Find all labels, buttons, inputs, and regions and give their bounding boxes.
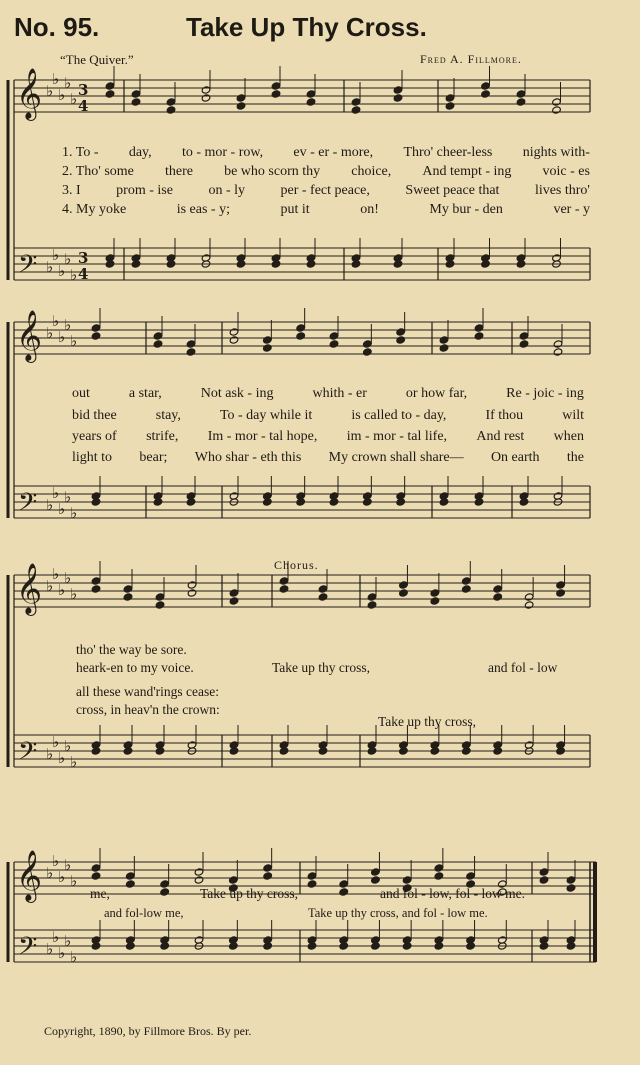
- note-head: [123, 593, 133, 601]
- verse-line-3c: all these wand'rings cease:: [76, 684, 220, 699]
- note-head: [445, 102, 455, 110]
- note-head: [393, 94, 403, 102]
- note-head: [329, 332, 339, 340]
- note-head: [263, 864, 273, 872]
- note-head: [279, 585, 289, 593]
- note-head: [271, 90, 281, 98]
- note-head: [201, 86, 211, 94]
- note-head: [279, 577, 289, 585]
- flat-sign: ♭: [70, 332, 78, 350]
- chorus-lyric-me: me,: [90, 886, 110, 901]
- chorus-lyric-take-up: Take up thy cross,: [200, 886, 299, 901]
- flat-sign: ♭: [64, 74, 72, 92]
- flat-sign: ♭: [52, 70, 60, 88]
- note-head: [363, 348, 373, 356]
- tune-name: “The Quiver.”: [60, 52, 134, 67]
- note-head: [229, 589, 239, 597]
- note-head: [351, 98, 361, 106]
- note-head: [318, 593, 328, 601]
- flat-sign: ♭: [46, 324, 54, 342]
- treble-clef: 𝄞: [16, 563, 43, 614]
- time-signature: 4: [78, 97, 89, 115]
- note-head: [493, 593, 503, 601]
- note-head: [481, 90, 491, 98]
- note-head: [131, 90, 141, 98]
- note-head: [306, 90, 316, 98]
- verse-line-2c-a: heark-en to my voice.: [76, 660, 194, 675]
- note-head: [263, 872, 273, 880]
- flat-sign: ♭: [52, 246, 60, 264]
- verse-line-4b: light to bear; Who shar - eth this My crown shall share— On earth the: [72, 450, 584, 465]
- note-head: [91, 585, 101, 593]
- note-head: [430, 589, 440, 597]
- note-head: [516, 90, 526, 98]
- flat-sign: ♭: [46, 82, 54, 100]
- note-head: [123, 585, 133, 593]
- note-head: [519, 332, 529, 340]
- note-head: [445, 94, 455, 102]
- note-head: [194, 868, 204, 876]
- bass-lyric-follow-me: and fol-low me,: [104, 906, 184, 920]
- note-head: [474, 324, 484, 332]
- note-head: [155, 593, 165, 601]
- note-head: [462, 577, 472, 585]
- verse-line-2c-c: and fol - low: [488, 660, 558, 675]
- note-head: [91, 577, 101, 585]
- note-head: [126, 872, 136, 880]
- note-head: [160, 888, 170, 896]
- note-head: [371, 876, 381, 884]
- note-head: [153, 340, 163, 348]
- bass-lyric-take-up: Take up thy cross, and fol - low me.: [308, 906, 488, 920]
- hymn-title: Take Up Thy Cross.: [186, 12, 427, 42]
- note-head: [396, 328, 406, 336]
- note-head: [160, 880, 170, 888]
- note-head: [229, 597, 239, 605]
- flat-sign: ♭: [46, 258, 54, 276]
- note-head: [201, 94, 211, 102]
- time-signature: 4: [78, 265, 89, 283]
- note-head: [307, 872, 317, 880]
- note-head: [187, 589, 197, 597]
- note-head: [363, 340, 373, 348]
- note-head: [367, 601, 377, 609]
- flat-sign: ♭: [52, 484, 60, 502]
- note-head: [105, 82, 115, 90]
- flat-sign: ♭: [70, 90, 78, 108]
- note-head: [430, 597, 440, 605]
- flat-sign: ♭: [46, 745, 54, 763]
- note-head: [399, 589, 409, 597]
- flat-sign: ♭: [64, 316, 72, 334]
- verse-line-2b: bid thee stay, To - day while it is called to - day, If thou wilt: [72, 408, 584, 423]
- treble-clef: 𝄞: [16, 310, 43, 361]
- flat-sign: ♭: [64, 737, 72, 755]
- chorus-label: Chorus.: [274, 558, 319, 572]
- flat-sign: ♭: [52, 852, 60, 870]
- note-head: [371, 868, 381, 876]
- bass-echo-lyric: Take up thy cross,: [378, 714, 477, 729]
- flat-sign: ♭: [58, 581, 66, 599]
- flat-sign: ♭: [58, 749, 66, 767]
- verse-line-2: 2. Tho' some there be who scorn thy choice, And tempt - ing voic - es: [62, 164, 590, 179]
- flat-sign: ♭: [70, 266, 78, 284]
- flat-sign: ♭: [64, 932, 72, 950]
- note-head: [524, 593, 534, 601]
- verse-line-1b: out a star, Not ask - ing whith - er or how far, Re - joic - ing: [72, 386, 584, 401]
- note-head: [126, 880, 136, 888]
- hymn-number: No. 95.: [14, 12, 100, 42]
- note-head: [516, 98, 526, 106]
- flat-sign: ♭: [58, 868, 66, 886]
- flat-sign: ♭: [70, 504, 78, 522]
- note-head: [553, 340, 563, 348]
- note-head: [263, 344, 273, 352]
- treble-clef: 𝄞: [16, 68, 43, 119]
- copyright-notice: Copyright, 1890, by Fillmore Bros. By per.: [44, 1024, 252, 1038]
- flat-sign: ♭: [58, 944, 66, 962]
- verse-line-3: 3. I prom - ise on - ly per - fect peace, Sweet peace that lives thro': [62, 183, 590, 198]
- note-head: [439, 344, 449, 352]
- note-head: [194, 876, 204, 884]
- time-signature: 3: [78, 81, 89, 99]
- note-head: [434, 864, 444, 872]
- note-head: [329, 340, 339, 348]
- flat-sign: ♭: [46, 864, 54, 882]
- note-head: [396, 336, 406, 344]
- note-head: [399, 581, 409, 589]
- note-head: [439, 336, 449, 344]
- note-head: [462, 585, 472, 593]
- flat-sign: ♭: [58, 328, 66, 346]
- note-head: [402, 876, 412, 884]
- flat-sign: ♭: [70, 948, 78, 966]
- note-head: [296, 332, 306, 340]
- note-head: [539, 876, 549, 884]
- note-head: [236, 94, 246, 102]
- note-head: [153, 332, 163, 340]
- note-head: [187, 581, 197, 589]
- note-head: [186, 340, 196, 348]
- note-head: [367, 593, 377, 601]
- bass-clef: 𝄢: [18, 250, 38, 285]
- note-head: [306, 98, 316, 106]
- note-head: [236, 102, 246, 110]
- note-head: [186, 348, 196, 356]
- flat-sign: ♭: [64, 856, 72, 874]
- note-head: [166, 98, 176, 106]
- note-head: [229, 328, 239, 336]
- note-head: [566, 876, 576, 884]
- note-head: [166, 106, 176, 114]
- flat-sign: ♭: [52, 928, 60, 946]
- note-head: [271, 82, 281, 90]
- verse-line-4: 4. My yoke is eas - y; put it on! My bur - den ver - y: [62, 202, 590, 217]
- flat-sign: ♭: [58, 262, 66, 280]
- note-head: [263, 336, 273, 344]
- note-head: [131, 98, 141, 106]
- note-head: [339, 880, 349, 888]
- flat-sign: ♭: [46, 496, 54, 514]
- composer-credit: Fred A. Fillmore.: [420, 52, 522, 66]
- note-head: [474, 332, 484, 340]
- time-signature: 3: [78, 249, 89, 267]
- note-head: [466, 872, 476, 880]
- bass-clef: 𝄢: [18, 737, 38, 772]
- note-head: [91, 324, 101, 332]
- bass-clef: 𝄢: [18, 488, 38, 523]
- note-head: [519, 340, 529, 348]
- flat-sign: ♭: [46, 577, 54, 595]
- verse-line-3b: years of strife, Im - mor - tal hope, im - mor - tal life, And rest when: [72, 429, 584, 444]
- note-head: [155, 601, 165, 609]
- flat-sign: ♭: [64, 250, 72, 268]
- flat-sign: ♭: [58, 86, 66, 104]
- note-head: [524, 601, 534, 609]
- bass-clef: 𝄢: [18, 932, 38, 967]
- verse-line-1c: tho' the way be sore.: [76, 642, 187, 657]
- flat-sign: ♭: [64, 488, 72, 506]
- note-head: [393, 86, 403, 94]
- note-head: [556, 581, 566, 589]
- note-head: [307, 880, 317, 888]
- flat-sign: ♭: [58, 500, 66, 518]
- note-head: [481, 82, 491, 90]
- flat-sign: ♭: [52, 733, 60, 751]
- note-head: [91, 332, 101, 340]
- note-head: [318, 585, 328, 593]
- verse-line-2c-b: Take up thy cross,: [272, 660, 371, 675]
- flat-sign: ♭: [52, 312, 60, 330]
- note-head: [351, 106, 361, 114]
- verse-line-1: 1. To - day, to - mor - row, ev - er - more, Thro' cheer-less nights with-: [62, 145, 590, 160]
- verse-line-4c: cross, in heav'n the crown:: [76, 702, 220, 717]
- flat-sign: ♭: [64, 569, 72, 587]
- flat-sign: ♭: [70, 872, 78, 890]
- note-head: [229, 876, 239, 884]
- flat-sign: ♭: [52, 565, 60, 583]
- note-head: [339, 888, 349, 896]
- note-head: [493, 585, 503, 593]
- chorus-lyric-follow: and fol - low, fol - low me.: [380, 886, 525, 901]
- note-head: [552, 106, 562, 114]
- note-head: [91, 872, 101, 880]
- note-head: [296, 324, 306, 332]
- note-head: [229, 336, 239, 344]
- note-head: [539, 868, 549, 876]
- flat-sign: ♭: [70, 585, 78, 603]
- note-head: [552, 98, 562, 106]
- note-head: [434, 872, 444, 880]
- treble-clef: 𝄞: [16, 850, 43, 901]
- note-head: [91, 864, 101, 872]
- flat-sign: ♭: [70, 753, 78, 771]
- note-head: [553, 348, 563, 356]
- note-head: [556, 589, 566, 597]
- note-head: [566, 884, 576, 892]
- note-head: [105, 90, 115, 98]
- flat-sign: ♭: [46, 940, 54, 958]
